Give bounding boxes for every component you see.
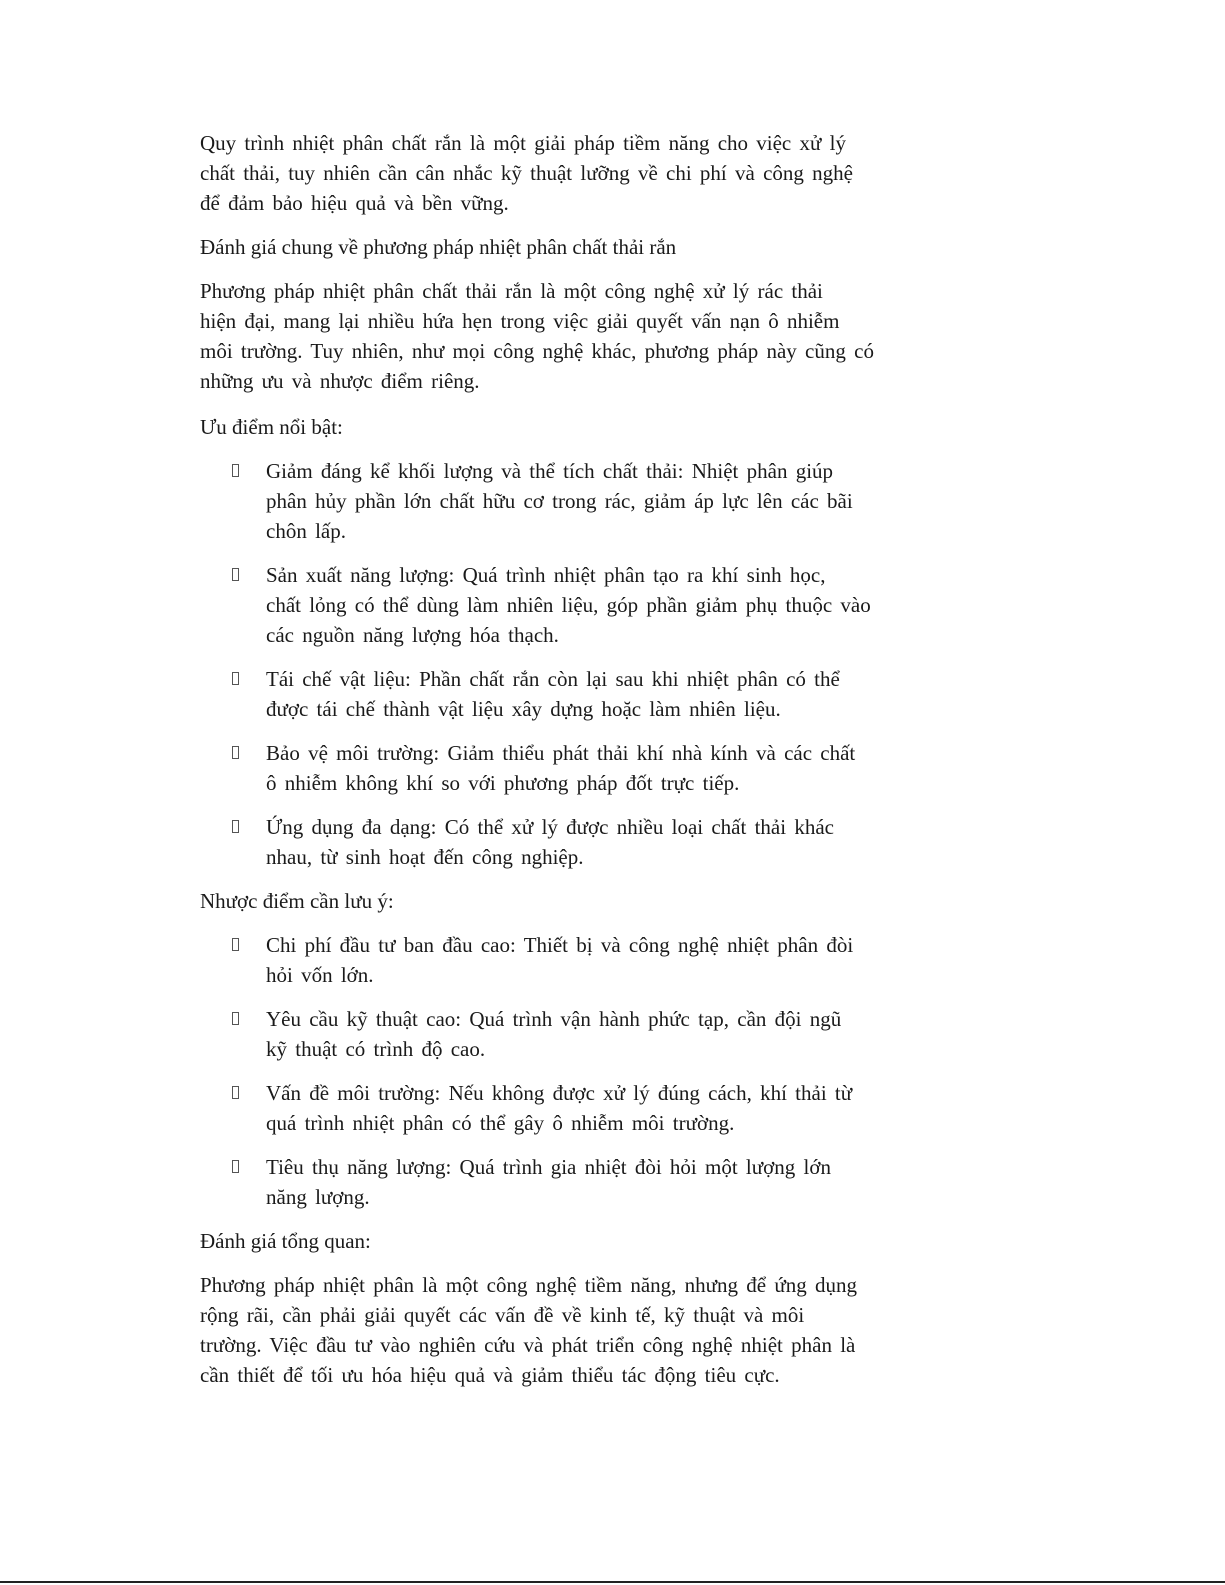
list-item	[200, 456, 990, 546]
bullet-icon	[232, 1012, 239, 1025]
document-page	[200, 128, 990, 1390]
text-line: Phương pháp nhiệt phân là một công nghệ tiềm năng, nhưng để ứng dụng	[200, 1273, 857, 1297]
text-line: kỹ thuật có trình độ cao.	[266, 1037, 486, 1061]
text-line: trường. Việc đầu tư vào nghiên cứu và phát triển công nghệ nhiệt phân là	[200, 1333, 856, 1357]
list-item	[200, 1152, 990, 1212]
text-line: chất lỏng có thể dùng làm nhiên liệu, góp phần giảm phụ thuộc vào	[266, 593, 871, 617]
advantages-list	[200, 456, 990, 872]
bullet-icon	[232, 1086, 239, 1099]
text-line: để đảm bảo hiệu quả và bền vững.	[200, 191, 509, 215]
text-line: Phương pháp nhiệt phân chất thải rắn là một công nghệ xử lý rác thải	[200, 279, 823, 303]
list-item	[200, 930, 990, 990]
text-line: Quy trình nhiệt phân chất rắn là một giải pháp tiềm năng cho việc xử lý	[200, 131, 846, 155]
bullet-icon	[232, 1160, 239, 1173]
list-item	[200, 1004, 990, 1064]
text-line: Yêu cầu kỹ thuật cao: Quá trình vận hành phức tạp, cần đội ngũ	[266, 1007, 842, 1031]
bullet-icon	[232, 746, 239, 759]
text-line: quá trình nhiệt phân có thể gây ô nhiễm môi trường.	[266, 1111, 735, 1135]
page-bottom-rule	[0, 1581, 1225, 1583]
text-line: Sản xuất năng lượng: Quá trình nhiệt phân tạo ra khí sinh học,	[266, 563, 826, 587]
text-line: Tiêu thụ năng lượng: Quá trình gia nhiệt đòi hỏi một lượng lớn	[266, 1155, 831, 1179]
bullet-icon	[232, 568, 239, 581]
text-line: hỏi vốn lớn.	[266, 963, 374, 987]
text-line: Chi phí đầu tư ban đầu cao: Thiết bị và công nghệ nhiệt phân đòi	[266, 933, 854, 957]
assessment-heading: Đánh giá tổng quan:	[200, 1229, 371, 1253]
text-line: phân hủy phần lớn chất hữu cơ trong rác, giảm áp lực lên các bãi	[266, 489, 853, 513]
list-item	[200, 812, 990, 872]
text-line: năng lượng.	[266, 1185, 370, 1209]
text-line: nhau, từ sinh hoạt đến công nghiệp.	[266, 845, 584, 869]
list-item	[200, 560, 990, 650]
list-item	[200, 664, 990, 724]
list-item	[200, 738, 990, 798]
text-line: Ứng dụng đa dạng: Có thể xử lý được nhiều loại chất thải khác	[266, 815, 834, 839]
text-line: chất thải, tuy nhiên cần cân nhắc kỹ thuật lưỡng về chi phí và công nghệ	[200, 161, 853, 185]
advantages-heading: Ưu điểm nổi bật:	[200, 415, 343, 439]
text-line: được tái chế thành vật liệu xây dựng hoặc làm nhiên liệu.	[266, 697, 781, 721]
text-line: Giảm đáng kể khối lượng và thể tích chất thải: Nhiệt phân giúp	[266, 459, 834, 483]
intro-paragraph	[200, 128, 990, 218]
bullet-icon	[232, 464, 239, 477]
disadvantages-list	[200, 930, 990, 1212]
text-line: Bảo vệ môi trường: Giảm thiểu phát thải khí nhà kính và các chất	[266, 741, 856, 765]
text-line: các nguồn năng lượng hóa thạch.	[266, 623, 559, 647]
text-line: rộng rãi, cần phải giải quyết các vấn đề về kinh tế, kỹ thuật và môi	[200, 1303, 805, 1327]
bullet-icon	[232, 820, 239, 833]
bullet-icon	[232, 672, 239, 685]
list-item	[200, 1078, 990, 1138]
text-line: chôn lấp.	[266, 519, 346, 543]
text-line: Vấn đề môi trường: Nếu không được xử lý đúng cách, khí thải từ	[266, 1081, 853, 1105]
bullet-icon	[232, 938, 239, 951]
section-title: Đánh giá chung về phương pháp nhiệt phân chất thải rắn	[200, 235, 677, 259]
text-line: những ưu và nhược điểm riêng.	[200, 369, 480, 393]
text-line: ô nhiễm không khí so với phương pháp đốt trực tiếp.	[266, 771, 740, 795]
assessment-paragraph	[200, 1270, 990, 1390]
text-line: cần thiết để tối ưu hóa hiệu quả và giảm thiểu tác động tiêu cực.	[200, 1363, 780, 1387]
disadvantages-heading: Nhược điểm cần lưu ý:	[200, 889, 394, 913]
text-line: môi trường. Tuy nhiên, như mọi công nghệ khác, phương pháp này cũng có	[200, 339, 874, 363]
text-line: Tái chế vật liệu: Phần chất rắn còn lại sau khi nhiệt phân có thể	[266, 667, 840, 691]
text-line: hiện đại, mang lại nhiều hứa hẹn trong việc giải quyết vấn nạn ô nhiễm	[200, 309, 840, 333]
overview-paragraph	[200, 276, 990, 396]
